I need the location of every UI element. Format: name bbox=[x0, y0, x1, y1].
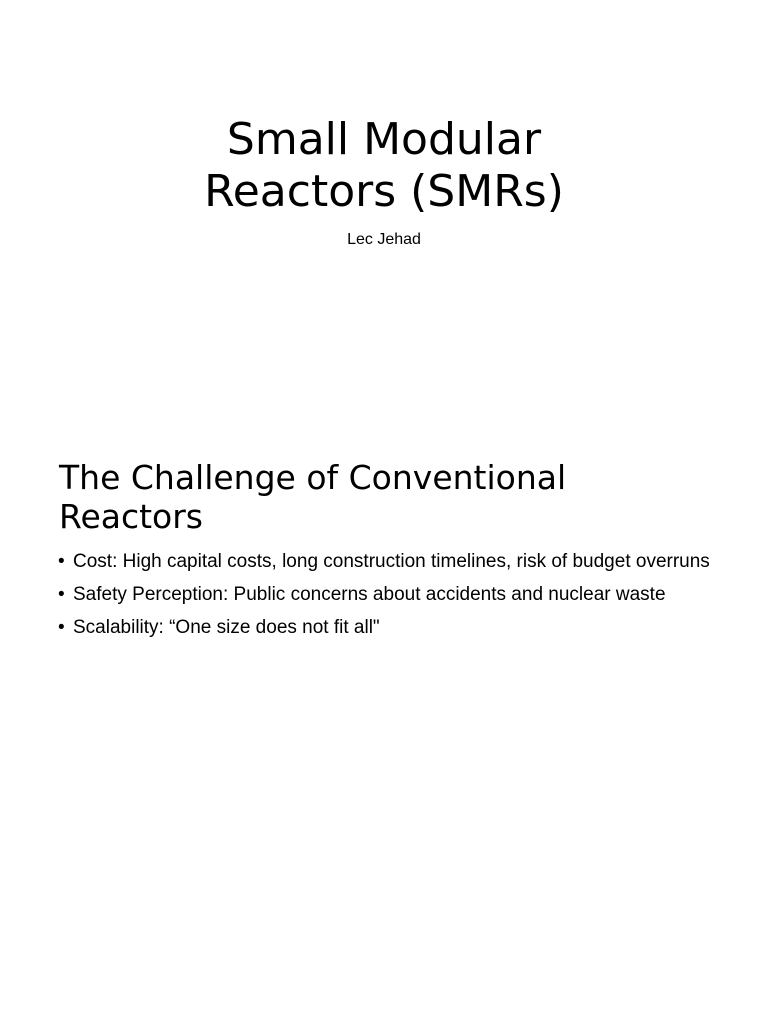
slide-subtitle: Lec Jehad bbox=[347, 231, 421, 248]
slide-heading-line-1: The Challenge of Conventional bbox=[59, 458, 567, 497]
bullet-item bbox=[58, 583, 718, 606]
bullet-text: Scalability: “One size does not fit all" bbox=[73, 617, 380, 638]
bullet-text: Cost: High capital costs, long construction timelines, risk of budget overruns bbox=[73, 551, 710, 572]
slide-title-line-2: Reactors (SMRs) bbox=[204, 166, 564, 217]
bullet-dot-icon: • bbox=[58, 551, 65, 572]
title-block bbox=[0, 114, 768, 218]
bullet-item bbox=[58, 550, 718, 573]
bullet-dot-icon: • bbox=[58, 617, 65, 638]
bullet-dot-icon: • bbox=[58, 584, 65, 605]
slide-title-line-1: Small Modular bbox=[226, 114, 542, 165]
title-slide bbox=[0, 0, 768, 432]
slide-heading-line-2: Reactors bbox=[59, 497, 204, 536]
content-slide bbox=[0, 432, 768, 864]
bullet-text: Safety Perception: Public concerns about accidents and nuclear waste bbox=[73, 584, 666, 605]
slide-title bbox=[0, 114, 768, 218]
slide-heading bbox=[59, 458, 719, 536]
bullet-item bbox=[58, 616, 718, 639]
bullet-list bbox=[58, 550, 718, 649]
